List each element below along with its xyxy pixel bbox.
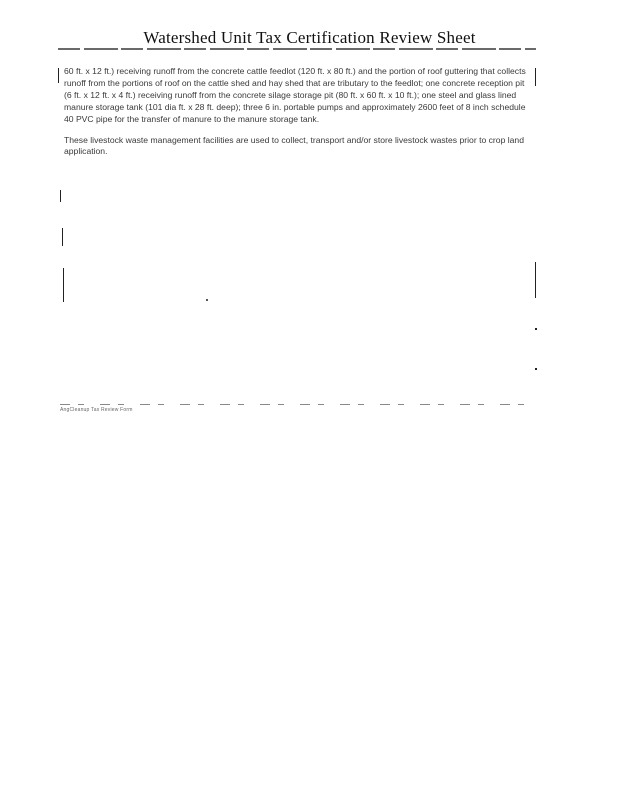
scan-mark: [62, 228, 63, 246]
description-text: [64, 66, 534, 167]
footer-note: AngCleanup Tax Review Form: [60, 407, 133, 413]
scan-mark: [535, 68, 536, 86]
scan-mark: [60, 190, 61, 202]
scan-mark: [58, 68, 59, 83]
scan-mark: [206, 299, 208, 301]
scan-mark: [535, 328, 537, 330]
scan-mark: [535, 368, 537, 370]
paragraph-usage: These livestock waste management facilities are used to collect, transport and/or store livestock wastes prior to crop land application.: [64, 134, 524, 157]
title-underline: [58, 48, 536, 50]
footer-rule: [60, 404, 536, 405]
paragraph-facilities: 60 ft. x 12 ft.) receiving runoff from the concrete cattle feedlot (120 ft. x 80 ft.) and the portion of roof guttering that collects runoff from the portions of roof on the cattle shed and hay shed that are tributary to the feedlot; one concrete reception pit (6 ft. x 12 ft. x 4 ft.) receiving runoff from the concrete silage storage pit (80 ft. x 60 ft. x 10 ft.); one steel and glass lined manure storage tank (101 dia ft. x 28 ft. deep); three 6 in. portable pumps and approximately 2600 feet of 8 inch schedule 40 PVC pipe for the transfer of manure to the manure storage tank.: [64, 66, 526, 124]
scan-mark: [63, 268, 64, 302]
page-title: Watershed Unit Tax Certification Review Sheet: [143, 28, 476, 47]
scan-mark: [535, 262, 536, 298]
